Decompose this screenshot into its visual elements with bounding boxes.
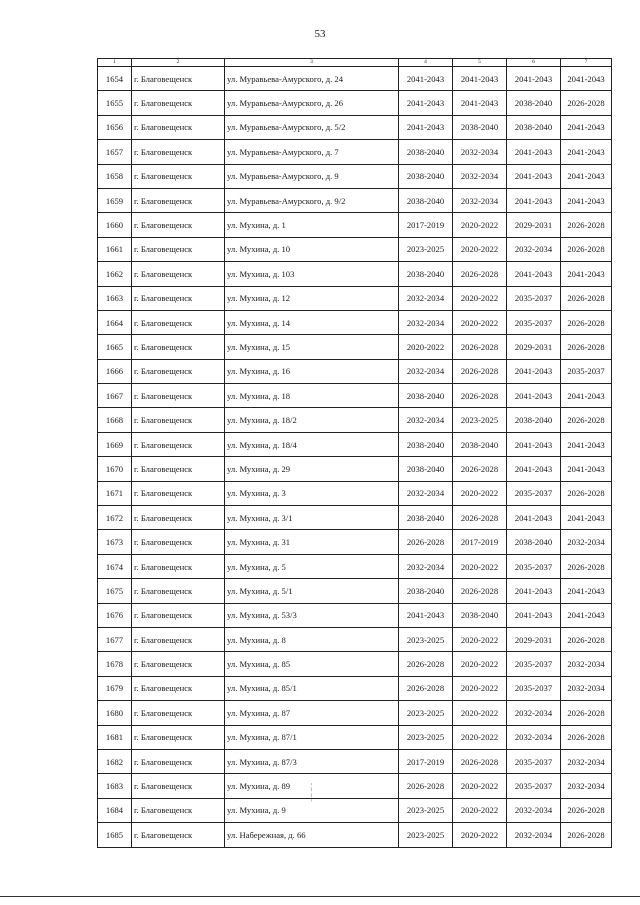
period-cell: 2035-2037 [507,749,561,773]
address-cell: ул. Мухина, д. 87/3 [225,749,399,773]
row-number: 1673 [98,530,132,554]
row-number: 1683 [98,774,132,798]
table-row [98,310,612,334]
period-cell: 2032-2034 [399,286,453,310]
table-body [98,67,612,848]
city-cell: г. Благовещенск [132,408,225,432]
city-cell: г. Благовещенск [132,286,225,310]
city-cell: г. Благовещенск [132,774,225,798]
period-cell: 2041-2043 [399,67,453,91]
row-number: 1664 [98,310,132,334]
table-row [98,798,612,822]
period-cell: 2023-2025 [453,408,507,432]
period-cell: 2041-2043 [507,164,561,188]
row-number: 1654 [98,67,132,91]
period-cell: 2023-2025 [399,701,453,725]
period-cell: 2032-2034 [399,481,453,505]
period-cell: 2041-2043 [561,432,612,456]
period-cell: 2041-2043 [561,67,612,91]
period-cell: 2035-2037 [507,774,561,798]
period-cell: 2032-2034 [561,676,612,700]
period-cell: 2041-2043 [507,579,561,603]
table-row [98,164,612,188]
period-cell: 2020-2022 [453,627,507,651]
period-cell: 2041-2043 [507,506,561,530]
period-cell: 2026-2028 [561,286,612,310]
period-cell: 2041-2043 [507,262,561,286]
table-row [98,457,612,481]
period-cell: 2032-2034 [507,823,561,847]
city-cell: г. Благовещенск [132,237,225,261]
period-cell: 2038-2040 [507,530,561,554]
period-cell: 2038-2040 [399,164,453,188]
period-cell: 2020-2022 [453,725,507,749]
period-cell: 2026-2028 [561,335,612,359]
city-cell: г. Благовещенск [132,384,225,408]
period-cell: 2038-2040 [399,188,453,212]
period-cell: 2020-2022 [453,774,507,798]
table-row [98,384,612,408]
address-cell: ул. Муравьева-Амурского, д. 9 [225,164,399,188]
bottom-edge-line [0,896,640,897]
period-cell: 2023-2025 [399,627,453,651]
period-cell: 2038-2040 [399,506,453,530]
period-cell: 2041-2043 [399,115,453,139]
address-cell: ул. Мухина, д. 18/2 [225,408,399,432]
table-row [98,481,612,505]
table-row [98,188,612,212]
table-row [98,432,612,456]
period-cell: 2041-2043 [507,457,561,481]
column-header: 5 [453,59,507,67]
row-number: 1672 [98,506,132,530]
period-cell: 2023-2025 [399,725,453,749]
table-row [98,140,612,164]
table-row [98,237,612,261]
period-cell: 2041-2043 [561,457,612,481]
period-cell: 2017-2019 [399,749,453,773]
row-number: 1661 [98,237,132,261]
period-cell: 2017-2019 [453,530,507,554]
period-cell: 2026-2028 [399,530,453,554]
address-cell: ул. Муравьева-Амурского, д. 5/2 [225,115,399,139]
city-cell: г. Благовещенск [132,188,225,212]
period-cell: 2023-2025 [399,823,453,847]
period-cell: 2026-2028 [561,213,612,237]
period-cell: 2032-2034 [507,725,561,749]
row-number: 1655 [98,91,132,115]
period-cell: 2026-2028 [561,725,612,749]
period-cell: 2038-2040 [507,91,561,115]
row-number: 1666 [98,359,132,383]
address-cell: ул. Мухина, д. 85 [225,652,399,676]
period-cell: 2026-2028 [561,310,612,334]
table-row [98,554,612,578]
city-cell: г. Благовещенск [132,91,225,115]
address-cell: ул. Мухина, д. 87 [225,701,399,725]
period-cell: 2041-2043 [507,67,561,91]
period-cell: 2020-2022 [453,213,507,237]
city-cell: г. Благовещенск [132,627,225,651]
city-cell: г. Благовещенск [132,530,225,554]
period-cell: 2038-2040 [399,140,453,164]
period-cell: 2041-2043 [561,188,612,212]
period-cell: 2038-2040 [399,457,453,481]
period-cell: 2020-2022 [453,554,507,578]
table-row [98,286,612,310]
period-cell: 2038-2040 [453,115,507,139]
period-cell: 2035-2037 [507,554,561,578]
period-cell: 2032-2034 [453,140,507,164]
city-cell: г. Благовещенск [132,481,225,505]
row-number: 1663 [98,286,132,310]
period-cell: 2038-2040 [399,262,453,286]
period-cell: 2041-2043 [507,432,561,456]
period-cell: 2032-2034 [399,359,453,383]
city-cell: г. Благовещенск [132,652,225,676]
period-cell: 2041-2043 [561,140,612,164]
period-cell: 2026-2028 [399,676,453,700]
city-cell: г. Благовещенск [132,359,225,383]
period-cell: 2041-2043 [561,262,612,286]
address-cell: ул. Муравьева-Амурского, д. 7 [225,140,399,164]
period-cell: 2020-2022 [399,335,453,359]
city-cell: г. Благовещенск [132,432,225,456]
city-cell: г. Благовещенск [132,676,225,700]
period-cell: 2032-2034 [399,554,453,578]
period-cell: 2026-2028 [453,359,507,383]
period-cell: 2026-2028 [561,701,612,725]
period-cell: 2023-2025 [399,798,453,822]
housing-schedule-table [97,58,612,848]
period-cell: 2026-2028 [561,91,612,115]
period-cell: 2032-2034 [561,652,612,676]
period-cell: 2029-2031 [507,335,561,359]
table-row [98,725,612,749]
period-cell: 2041-2043 [561,115,612,139]
row-number: 1668 [98,408,132,432]
period-cell: 2026-2028 [561,554,612,578]
row-number: 1679 [98,676,132,700]
period-cell: 2026-2028 [561,237,612,261]
table-row [98,335,612,359]
period-cell: 2041-2043 [399,603,453,627]
period-cell: 2020-2022 [453,823,507,847]
period-cell: 2026-2028 [561,481,612,505]
city-cell: г. Благовещенск [132,140,225,164]
period-cell: 2026-2028 [453,579,507,603]
period-cell: 2026-2028 [399,652,453,676]
period-cell: 2020-2022 [453,481,507,505]
table-row [98,701,612,725]
row-number: 1658 [98,164,132,188]
period-cell: 2020-2022 [453,652,507,676]
period-cell: 2032-2034 [561,530,612,554]
period-cell: 2041-2043 [399,91,453,115]
city-cell: г. Благовещенск [132,115,225,139]
period-cell: 2035-2037 [507,310,561,334]
period-cell: 2032-2034 [453,164,507,188]
address-cell: ул. Мухина, д. 14 [225,310,399,334]
address-cell: ул. Муравьева-Амурского, д. 9/2 [225,188,399,212]
period-cell: 2032-2034 [399,408,453,432]
period-cell: 2020-2022 [453,798,507,822]
address-cell: ул. Мухина, д. 89 [225,774,399,798]
table-row [98,408,612,432]
period-cell: 2029-2031 [507,627,561,651]
period-cell: 2032-2034 [561,774,612,798]
address-cell: ул. Мухина, д. 1 [225,213,399,237]
row-number: 1676 [98,603,132,627]
row-number: 1659 [98,188,132,212]
row-number: 1670 [98,457,132,481]
column-number-row [98,59,612,67]
table-row [98,749,612,773]
city-cell: г. Благовещенск [132,798,225,822]
period-cell: 2035-2037 [561,359,612,383]
period-cell: 2041-2043 [507,359,561,383]
period-cell: 2032-2034 [507,701,561,725]
period-cell: 2041-2043 [453,67,507,91]
period-cell: 2026-2028 [453,384,507,408]
address-cell: ул. Мухина, д. 31 [225,530,399,554]
address-cell: ул. Мухина, д. 5 [225,554,399,578]
row-number: 1662 [98,262,132,286]
column-header: 4 [399,59,453,67]
row-number: 1674 [98,554,132,578]
table-row [98,579,612,603]
city-cell: г. Благовещенск [132,701,225,725]
column-header: 6 [507,59,561,67]
period-cell: 2038-2040 [399,432,453,456]
row-number: 1680 [98,701,132,725]
table-row [98,359,612,383]
address-cell: ул. Мухина, д. 9 [225,798,399,822]
address-cell: ул. Мухина, д. 8 [225,627,399,651]
row-number: 1675 [98,579,132,603]
period-cell: 2041-2043 [507,384,561,408]
period-cell: 2026-2028 [453,335,507,359]
period-cell: 2029-2031 [507,213,561,237]
city-cell: г. Благовещенск [132,213,225,237]
period-cell: 2026-2028 [453,262,507,286]
row-number: 1665 [98,335,132,359]
address-cell: ул. Муравьева-Амурского, д. 26 [225,91,399,115]
period-cell: 2026-2028 [561,627,612,651]
table-row [98,627,612,651]
address-cell: ул. Мухина, д. 29 [225,457,399,481]
table-row [98,67,612,91]
period-cell: 2032-2034 [453,188,507,212]
city-cell: г. Благовещенск [132,310,225,334]
row-number: 1669 [98,432,132,456]
city-cell: г. Благовещенск [132,457,225,481]
period-cell: 2038-2040 [453,603,507,627]
period-cell: 2026-2028 [561,823,612,847]
city-cell: г. Благовещенск [132,554,225,578]
row-number: 1685 [98,823,132,847]
period-cell: 2026-2028 [453,457,507,481]
table-row [98,506,612,530]
period-cell: 2026-2028 [453,749,507,773]
row-number: 1682 [98,749,132,773]
period-cell: 2032-2034 [561,749,612,773]
address-cell: ул. Мухина, д. 18 [225,384,399,408]
address-cell: ул. Мухина, д. 12 [225,286,399,310]
period-cell: 2038-2040 [507,408,561,432]
period-cell: 2020-2022 [453,676,507,700]
column-header: 7 [561,59,612,67]
period-cell: 2038-2040 [399,579,453,603]
period-cell: 2035-2037 [507,676,561,700]
period-cell: 2038-2040 [453,432,507,456]
table-row [98,676,612,700]
row-number: 1671 [98,481,132,505]
address-cell: ул. Мухина, д. 3 [225,481,399,505]
city-cell: г. Благовещенск [132,262,225,286]
address-cell: ул. Мухина, д. 87/1 [225,725,399,749]
period-cell: 2041-2043 [507,140,561,164]
period-cell: 2035-2037 [507,652,561,676]
row-number: 1681 [98,725,132,749]
table-row [98,213,612,237]
row-number: 1657 [98,140,132,164]
city-cell: г. Благовещенск [132,749,225,773]
period-cell: 2041-2043 [561,579,612,603]
period-cell: 2032-2034 [399,310,453,334]
address-cell: ул. Муравьева-Амурского, д. 24 [225,67,399,91]
period-cell: 2041-2043 [561,506,612,530]
city-cell: г. Благовещенск [132,67,225,91]
scan-mark: ¦ ¦ ¦ [311,782,313,802]
row-number: 1677 [98,627,132,651]
period-cell: 2041-2043 [507,188,561,212]
period-cell: 2035-2037 [507,286,561,310]
row-number: 1667 [98,384,132,408]
column-header: 1 [98,59,132,67]
period-cell: 2023-2025 [399,237,453,261]
city-cell: г. Благовещенск [132,164,225,188]
table-row [98,115,612,139]
period-cell: 2020-2022 [453,310,507,334]
period-cell: 2041-2043 [507,603,561,627]
city-cell: г. Благовещенск [132,579,225,603]
period-cell: 2041-2043 [453,91,507,115]
table-row [98,603,612,627]
address-cell: ул. Мухина, д. 18/4 [225,432,399,456]
city-cell: г. Благовещенск [132,506,225,530]
address-cell: ул. Мухина, д. 16 [225,359,399,383]
period-cell: 2032-2034 [507,237,561,261]
period-cell: 2038-2040 [399,384,453,408]
city-cell: г. Благовещенск [132,603,225,627]
column-header: 2 [132,59,225,67]
period-cell: 2035-2037 [507,481,561,505]
period-cell: 2041-2043 [561,384,612,408]
address-cell: ул. Мухина, д. 3/1 [225,506,399,530]
period-cell: 2017-2019 [399,213,453,237]
period-cell: 2026-2028 [561,408,612,432]
period-cell: 2026-2028 [399,774,453,798]
row-number: 1678 [98,652,132,676]
page-number: 53 [314,28,326,40]
city-cell: г. Благовещенск [132,823,225,847]
address-cell: ул. Мухина, д. 53/3 [225,603,399,627]
period-cell: 2026-2028 [453,506,507,530]
table-row [98,823,612,847]
row-number: 1660 [98,213,132,237]
period-cell: 2038-2040 [507,115,561,139]
period-cell: 2020-2022 [453,701,507,725]
table-row [98,652,612,676]
table-row [98,530,612,554]
period-cell: 2041-2043 [561,164,612,188]
city-cell: г. Благовещенск [132,335,225,359]
address-cell: ул. Набережная, д. 66 [225,823,399,847]
address-cell: ул. Мухина, д. 15 [225,335,399,359]
period-cell: 2020-2022 [453,286,507,310]
period-cell: 2032-2034 [507,798,561,822]
table-row [98,774,612,798]
period-cell: 2026-2028 [561,798,612,822]
address-cell: ул. Мухина, д. 5/1 [225,579,399,603]
table-row [98,91,612,115]
address-cell: ул. Мухина, д. 85/1 [225,676,399,700]
period-cell: 2020-2022 [453,237,507,261]
city-cell: г. Благовещенск [132,725,225,749]
address-cell: ул. Мухина, д. 10 [225,237,399,261]
address-cell: ул. Мухина, д. 103 [225,262,399,286]
row-number: 1684 [98,798,132,822]
row-number: 1656 [98,115,132,139]
table-row [98,262,612,286]
period-cell: 2041-2043 [561,603,612,627]
column-header: 3 [225,59,399,67]
